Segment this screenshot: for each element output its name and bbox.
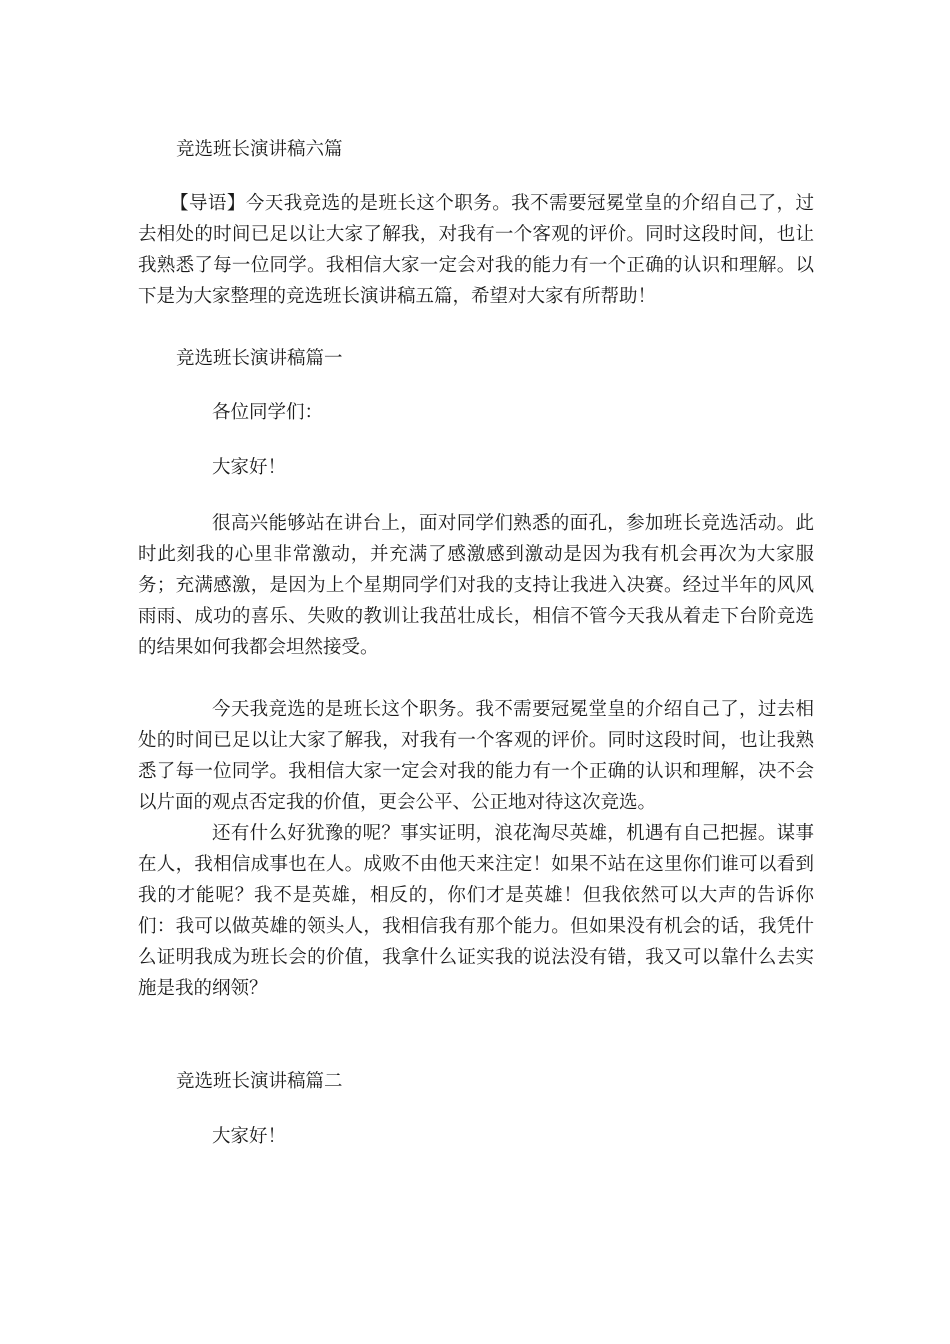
document-title: 竞选班长演讲稿六篇: [176, 139, 343, 160]
section-heading-2: 竞选班长演讲稿篇二: [176, 1071, 343, 1092]
greeting-classmates: 各位同学们：: [212, 402, 324, 423]
greeting-hello-1: 大家好！: [212, 457, 287, 478]
intro-paragraph: 【导语】今天我竞选的是班长这个职务。我不需要冠冕堂皇的介绍自己了，过去相处的时间已足以让大家了解我，对我有一个客观的评价。同时这段时间，也让我熟悉了每一位同学。我相信大家一定会对我的能力有一个正确的认识和理解。以下是为大家整理的竞选班长演讲稿五篇，希望对大家有所帮助！: [138, 193, 814, 307]
body-paragraph-2: 今天我竞选的是班长这个职务。我不需要冠冕堂皇的介绍自己了，过去相处的时间已足以让大家了解我，对我有一个客观的评价。同时这段时间，也让我熟悉了每一位同学。我相信大家一定会对我的能力有一个正确的认识和理解，决不会以片面的观点否定我的价值，更会公平、公正地对待这次竞选。: [138, 699, 814, 813]
body-paragraph-3: 还有什么好犹豫的呢？事实证明，浪花淘尽英雄，机遇有自己把握。谋事在人，我相信成事也在人。成败不由他天来注定！如果不站在这里你们谁可以看到我的才能呢？我不是英雄，相反的，你们才是英雄！但我依然可以大声的告诉你们：我可以做英雄的领头人，我相信我有那个能力。但如果没有机会的话，我凭什么证明我成为班长会的价值，我拿什么证实我的说法没有错，我又可以靠什么去实施是我的纲领？: [138, 823, 814, 999]
body-paragraph-1: 很高兴能够站在讲台上，面对同学们熟悉的面孔，参加班长竞选活动。此时此刻我的心里非常激动，并充满了感激感到激动是因为我有机会再次为大家服务；充满感激，是因为上个星期同学们对我的支持让我进入决赛。经过半年的风风雨雨、成功的喜乐、失败的教训让我茁壮成长，相信不管今天我从着走下台阶竞选的结果如何我都会坦然接受。: [138, 513, 814, 658]
greeting-hello-2: 大家好！: [212, 1126, 287, 1147]
section-heading-1: 竞选班长演讲稿篇一: [176, 348, 343, 369]
